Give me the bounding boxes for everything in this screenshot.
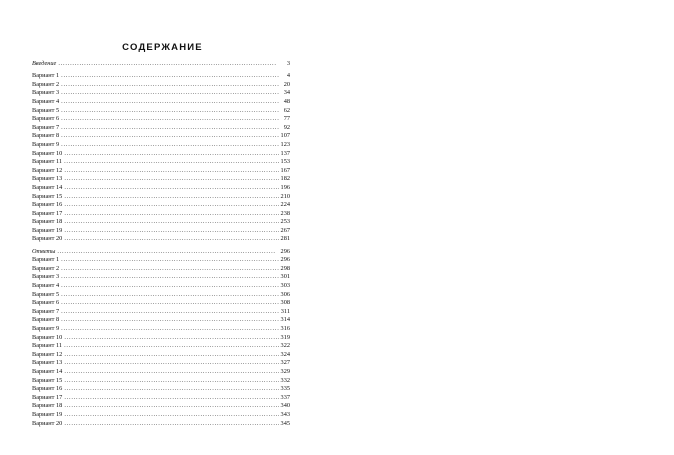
toc-entry-label: Вариант 8 (32, 132, 60, 140)
dot-leader (64, 385, 278, 394)
toc-entry-page: 316 (280, 325, 290, 332)
toc-entry-page: 322 (280, 342, 290, 350)
toc-entry-answer-variant-17[interactable] (32, 394, 290, 403)
toc-entry-page: 335 (280, 385, 290, 393)
dot-leader (61, 291, 278, 300)
toc-entry-label: Вариант 3 (32, 89, 60, 97)
toc-entry-label: Вариант 9 (32, 325, 60, 332)
dot-leader (61, 124, 282, 133)
toc-entry-label: Вариант 7 (32, 307, 60, 315)
dot-leader (64, 235, 278, 244)
toc-entry-answer-variant-12[interactable] (32, 351, 290, 360)
toc-entry-page: 345 (280, 419, 290, 427)
dot-leader (64, 175, 278, 184)
toc-entry-page: 77 (283, 115, 290, 123)
dot-leader (61, 132, 278, 141)
toc-entry-variant-6[interactable] (32, 115, 290, 124)
dot-leader (64, 227, 278, 236)
toc-entry-variant-4[interactable] (32, 98, 290, 107)
toc-entry-label: Вариант 14 (32, 367, 63, 375)
dot-leader (61, 81, 282, 90)
toc-entry-answer-variant-14[interactable] (32, 368, 290, 377)
toc-entry-label: Вариант 13 (32, 359, 63, 367)
toc-entry-label: Вариант 15 (32, 192, 63, 200)
dot-leader (64, 150, 278, 159)
dot-leader (61, 316, 278, 325)
toc-entry-label: Вариант 14 (32, 183, 63, 191)
toc-entry-variant-1[interactable] (32, 72, 290, 81)
dot-leader (64, 351, 278, 360)
dot-leader (64, 402, 278, 411)
variants-list (32, 72, 290, 244)
toc-entry-page: 267 (280, 226, 290, 234)
toc-entry-page: 137 (280, 149, 290, 157)
toc-entry-page: 34 (283, 89, 290, 97)
toc-entry-answer-variant-8[interactable] (32, 316, 290, 325)
dot-leader (61, 141, 278, 150)
toc-entry-label: Вариант 5 (32, 290, 60, 298)
toc-entry-label: Вариант 4 (32, 282, 60, 290)
toc-entry-label: Вариант 20 (32, 235, 63, 243)
dot-leader (61, 308, 279, 317)
toc-entry-variant-16[interactable] (32, 201, 290, 210)
dot-leader (61, 299, 278, 308)
toc-entry-answer-variant-5[interactable] (32, 291, 290, 300)
toc-entry-page: 343 (280, 410, 290, 418)
toc-entry-label: Вариант 10 (32, 333, 63, 341)
toc-entry-variant-8[interactable] (32, 132, 290, 141)
toc-entry-label: Ответы (32, 247, 56, 255)
toc-entry-answer-variant-13[interactable] (32, 359, 290, 368)
toc-entry-page: 340 (280, 402, 290, 410)
dot-leader (64, 158, 278, 167)
toc-entry-answer-variant-19[interactable] (32, 411, 290, 420)
toc-entry-page: 20 (283, 80, 290, 88)
toc-entry-label: Вариант 15 (32, 376, 63, 384)
dot-leader (61, 256, 278, 265)
dot-leader (61, 115, 282, 124)
toc-entry-page: 337 (280, 393, 290, 401)
toc-entry-label: Вариант 1 (32, 72, 60, 80)
toc-entry-answers[interactable] (32, 248, 290, 257)
toc-entry-variant-20[interactable] (32, 235, 290, 244)
toc-entry-answer-variant-7[interactable] (32, 308, 290, 317)
toc-entry-label: Вариант 1 (32, 256, 60, 264)
dot-leader (64, 193, 278, 202)
toc-entry-page: 301 (280, 273, 290, 281)
dot-leader (64, 377, 278, 386)
toc-entry-label: Вариант 3 (32, 273, 60, 281)
toc-entry-page: 4 (286, 72, 290, 80)
dot-leader (61, 265, 278, 274)
toc-entry-answer-variant-1[interactable] (32, 256, 290, 265)
toc-entry-page: 92 (283, 123, 290, 131)
toc-entry-label: Вариант 20 (32, 419, 63, 427)
dot-leader (61, 107, 282, 116)
toc-entry-answer-variant-18[interactable] (32, 402, 290, 411)
toc-entry-page: 210 (280, 192, 290, 200)
dot-leader (61, 72, 285, 81)
dot-leader (64, 201, 278, 210)
toc-entry-page: 298 (280, 264, 290, 272)
toc-entry-label: Вариант 18 (32, 402, 63, 410)
toc-entry-label: Вариант 10 (32, 149, 63, 157)
toc-entry-variant-17[interactable] (32, 210, 290, 219)
toc-entry-variant-15[interactable] (32, 193, 290, 202)
dot-leader (61, 273, 278, 282)
dot-leader (64, 210, 278, 219)
toc-entry-answer-variant-16[interactable] (32, 385, 290, 394)
toc-entry-page: 324 (280, 350, 290, 358)
toc-page (32, 41, 290, 428)
toc-entry-label: Вариант 13 (32, 175, 63, 183)
toc-entry-page: 196 (280, 183, 290, 191)
dot-leader (64, 420, 278, 429)
toc-entry-label: Вариант 11 (32, 158, 63, 166)
dot-leader (64, 334, 278, 343)
toc-entry-variant-19[interactable] (32, 227, 290, 236)
toc-entry-answer-variant-9[interactable] (32, 325, 290, 334)
toc-entry-label: Вариант 6 (32, 115, 60, 123)
toc-entry-page: 306 (280, 290, 290, 298)
toc-entry-label: Вариант 19 (32, 410, 63, 418)
toc-entry-label: Вариант 11 (32, 342, 63, 350)
toc-entry-label: Вариант 2 (32, 80, 60, 88)
toc-entry-answer-variant-10[interactable] (32, 334, 290, 343)
toc-entry-variant-11[interactable] (32, 158, 290, 167)
toc-entry-label: Вариант 16 (32, 385, 63, 393)
toc-entry-variant-12[interactable] (32, 167, 290, 176)
toc-entry-page: 153 (280, 158, 290, 166)
toc-entry-label: Вариант 17 (32, 393, 63, 401)
toc-entry-page: 224 (280, 201, 290, 209)
toc-entry-label: Вариант 12 (32, 166, 63, 174)
dot-leader (58, 60, 285, 69)
toc-entry-page: 332 (280, 376, 290, 384)
toc-entry-page: 107 (280, 132, 290, 140)
toc-entry-variant-18[interactable] (32, 218, 290, 227)
dot-leader (64, 359, 278, 368)
toc-entry-page: 48 (283, 97, 290, 105)
toc-entry-page: 296 (280, 247, 290, 255)
toc-entry-page: 311 (280, 307, 290, 315)
toc-entry-label: Вариант 12 (32, 350, 63, 358)
toc-entry-label: Вариант 19 (32, 226, 63, 234)
toc-entry-variant-14[interactable] (32, 184, 290, 193)
toc-entry-label: Вариант 4 (32, 97, 60, 105)
toc-entry-variant-10[interactable] (32, 150, 290, 159)
toc-entry-answer-variant-4[interactable] (32, 282, 290, 291)
toc-entry-label: Вариант 18 (32, 218, 63, 226)
dot-leader (61, 89, 282, 98)
toc-entry-label: Вариант 6 (32, 299, 60, 307)
dot-leader (64, 184, 278, 193)
toc-entry-label: Вариант 5 (32, 106, 60, 114)
toc-entry-answer-variant-15[interactable] (32, 377, 290, 386)
toc-entry-page: 329 (280, 367, 290, 375)
dot-leader (64, 342, 278, 351)
page-title: СОДЕРЖАНИЕ (122, 42, 203, 53)
toc-entry-label: Введение (32, 60, 57, 67)
toc-entry-answer-variant-20[interactable] (32, 420, 290, 429)
dot-leader (64, 167, 278, 176)
dot-leader (64, 411, 278, 420)
toc-entry-variant-7[interactable] (32, 124, 290, 133)
dot-leader (64, 394, 278, 403)
toc-entry-variant-2[interactable] (32, 81, 290, 90)
toc-entry-label: Вариант 9 (32, 140, 60, 148)
toc-entry-page: 182 (280, 175, 290, 183)
dot-leader (61, 98, 282, 107)
toc-entry-variant-5[interactable] (32, 107, 290, 116)
toc-entry-page: 167 (280, 166, 290, 174)
toc-entry-label: Вариант 8 (32, 316, 60, 324)
toc-entry-answer-variant-11[interactable] (32, 342, 290, 351)
table-of-contents (32, 60, 290, 428)
toc-entry-answer-variant-3[interactable] (32, 273, 290, 282)
toc-entry-page: 327 (280, 359, 290, 367)
toc-entry-page: 319 (280, 333, 290, 341)
dot-leader (64, 368, 278, 377)
dot-leader (57, 248, 278, 257)
dot-leader (64, 218, 278, 227)
toc-entry-page: 62 (283, 106, 290, 114)
toc-entry-answer-variant-2[interactable] (32, 265, 290, 274)
toc-entry-intro[interactable] (32, 60, 290, 69)
toc-entry-page: 296 (280, 256, 290, 264)
toc-entry-page: 314 (280, 316, 290, 324)
toc-entry-label: Вариант 17 (32, 209, 63, 217)
toc-entry-page: 303 (280, 282, 290, 290)
toc-entry-label: Вариант 2 (32, 264, 60, 272)
toc-entry-page: 238 (280, 209, 290, 217)
dot-leader (61, 325, 278, 334)
toc-entry-answer-variant-6[interactable] (32, 299, 290, 308)
toc-entry-variant-13[interactable] (32, 175, 290, 184)
toc-entry-page: 123 (280, 140, 290, 148)
answer-variants-list (32, 256, 290, 428)
toc-entry-page: 3 (286, 60, 290, 67)
toc-entry-variant-9[interactable] (32, 141, 290, 150)
dot-leader (61, 282, 278, 291)
toc-entry-page: 308 (280, 299, 290, 307)
toc-entry-label: Вариант 7 (32, 123, 60, 131)
toc-entry-page: 281 (280, 235, 290, 243)
toc-entry-page: 253 (280, 218, 290, 226)
toc-entry-label: Вариант 16 (32, 201, 63, 209)
toc-entry-variant-3[interactable] (32, 89, 290, 98)
